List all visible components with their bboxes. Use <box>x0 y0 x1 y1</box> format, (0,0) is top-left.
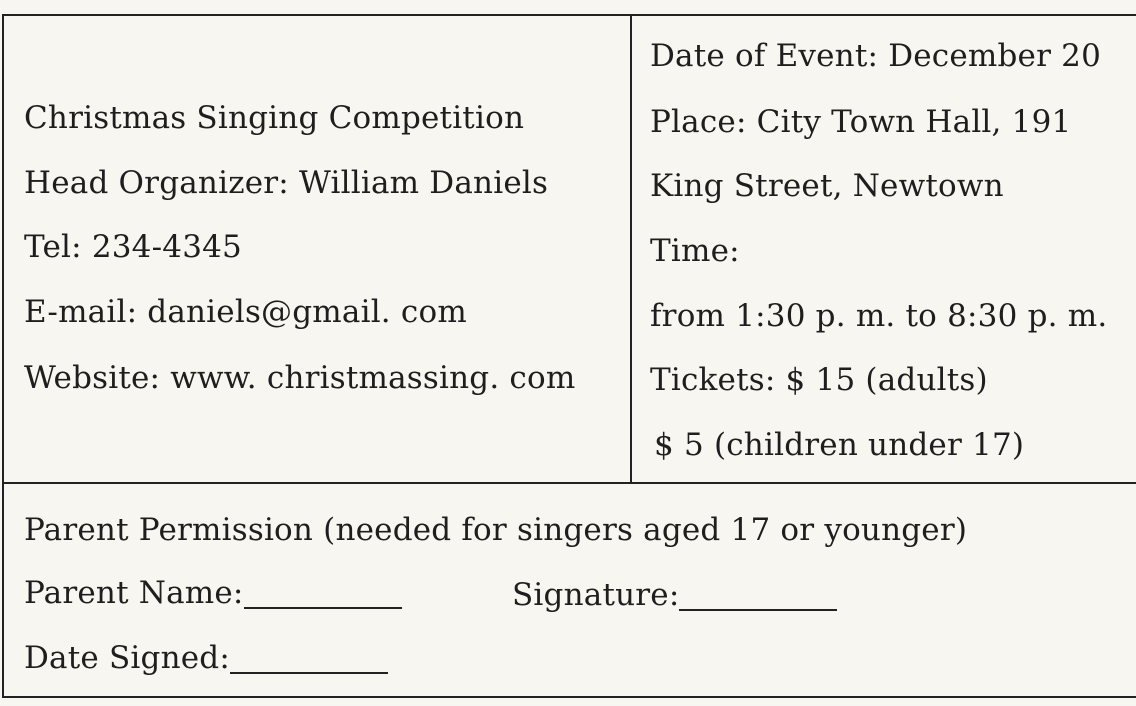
event-place-line1: Place: City Town Hall, 191 <box>650 104 1072 140</box>
signature-row <box>512 575 837 615</box>
parent-name-label: Parent Name: <box>24 575 244 611</box>
section-divider <box>4 482 1136 484</box>
tickets-adults: Tickets: $ 15 (adults) <box>650 362 988 398</box>
parent-name-row <box>24 573 402 613</box>
date-signed-label: Date Signed: <box>24 640 230 676</box>
event-form-frame <box>2 14 1136 698</box>
signature-label: Signature: <box>512 577 680 613</box>
event-place-line2: King Street, Newtown <box>650 168 1004 204</box>
event-date: Date of Event: December 20 <box>650 38 1102 74</box>
column-divider <box>630 16 632 482</box>
telephone: Tel: 234-4345 <box>24 229 242 265</box>
permission-heading: Parent Permission (needed for singers aged 17 or younger) <box>24 512 968 548</box>
head-organizer: Head Organizer: William Daniels <box>24 165 549 201</box>
website: Website: www. christmassing. com <box>24 360 576 396</box>
date-signed-row <box>24 638 388 678</box>
parent-name-field[interactable] <box>244 577 402 609</box>
signature-field[interactable] <box>679 579 837 611</box>
event-time-value: from 1:30 p. m. to 8:30 p. m. <box>650 298 1108 334</box>
date-signed-field[interactable] <box>230 642 388 674</box>
event-time-label: Time: <box>650 233 740 269</box>
email: E-mail: daniels@gmail. com <box>24 294 467 330</box>
tickets-children: $ 5 (children under 17) <box>654 427 1025 463</box>
event-name: Christmas Singing Competition <box>24 100 525 136</box>
